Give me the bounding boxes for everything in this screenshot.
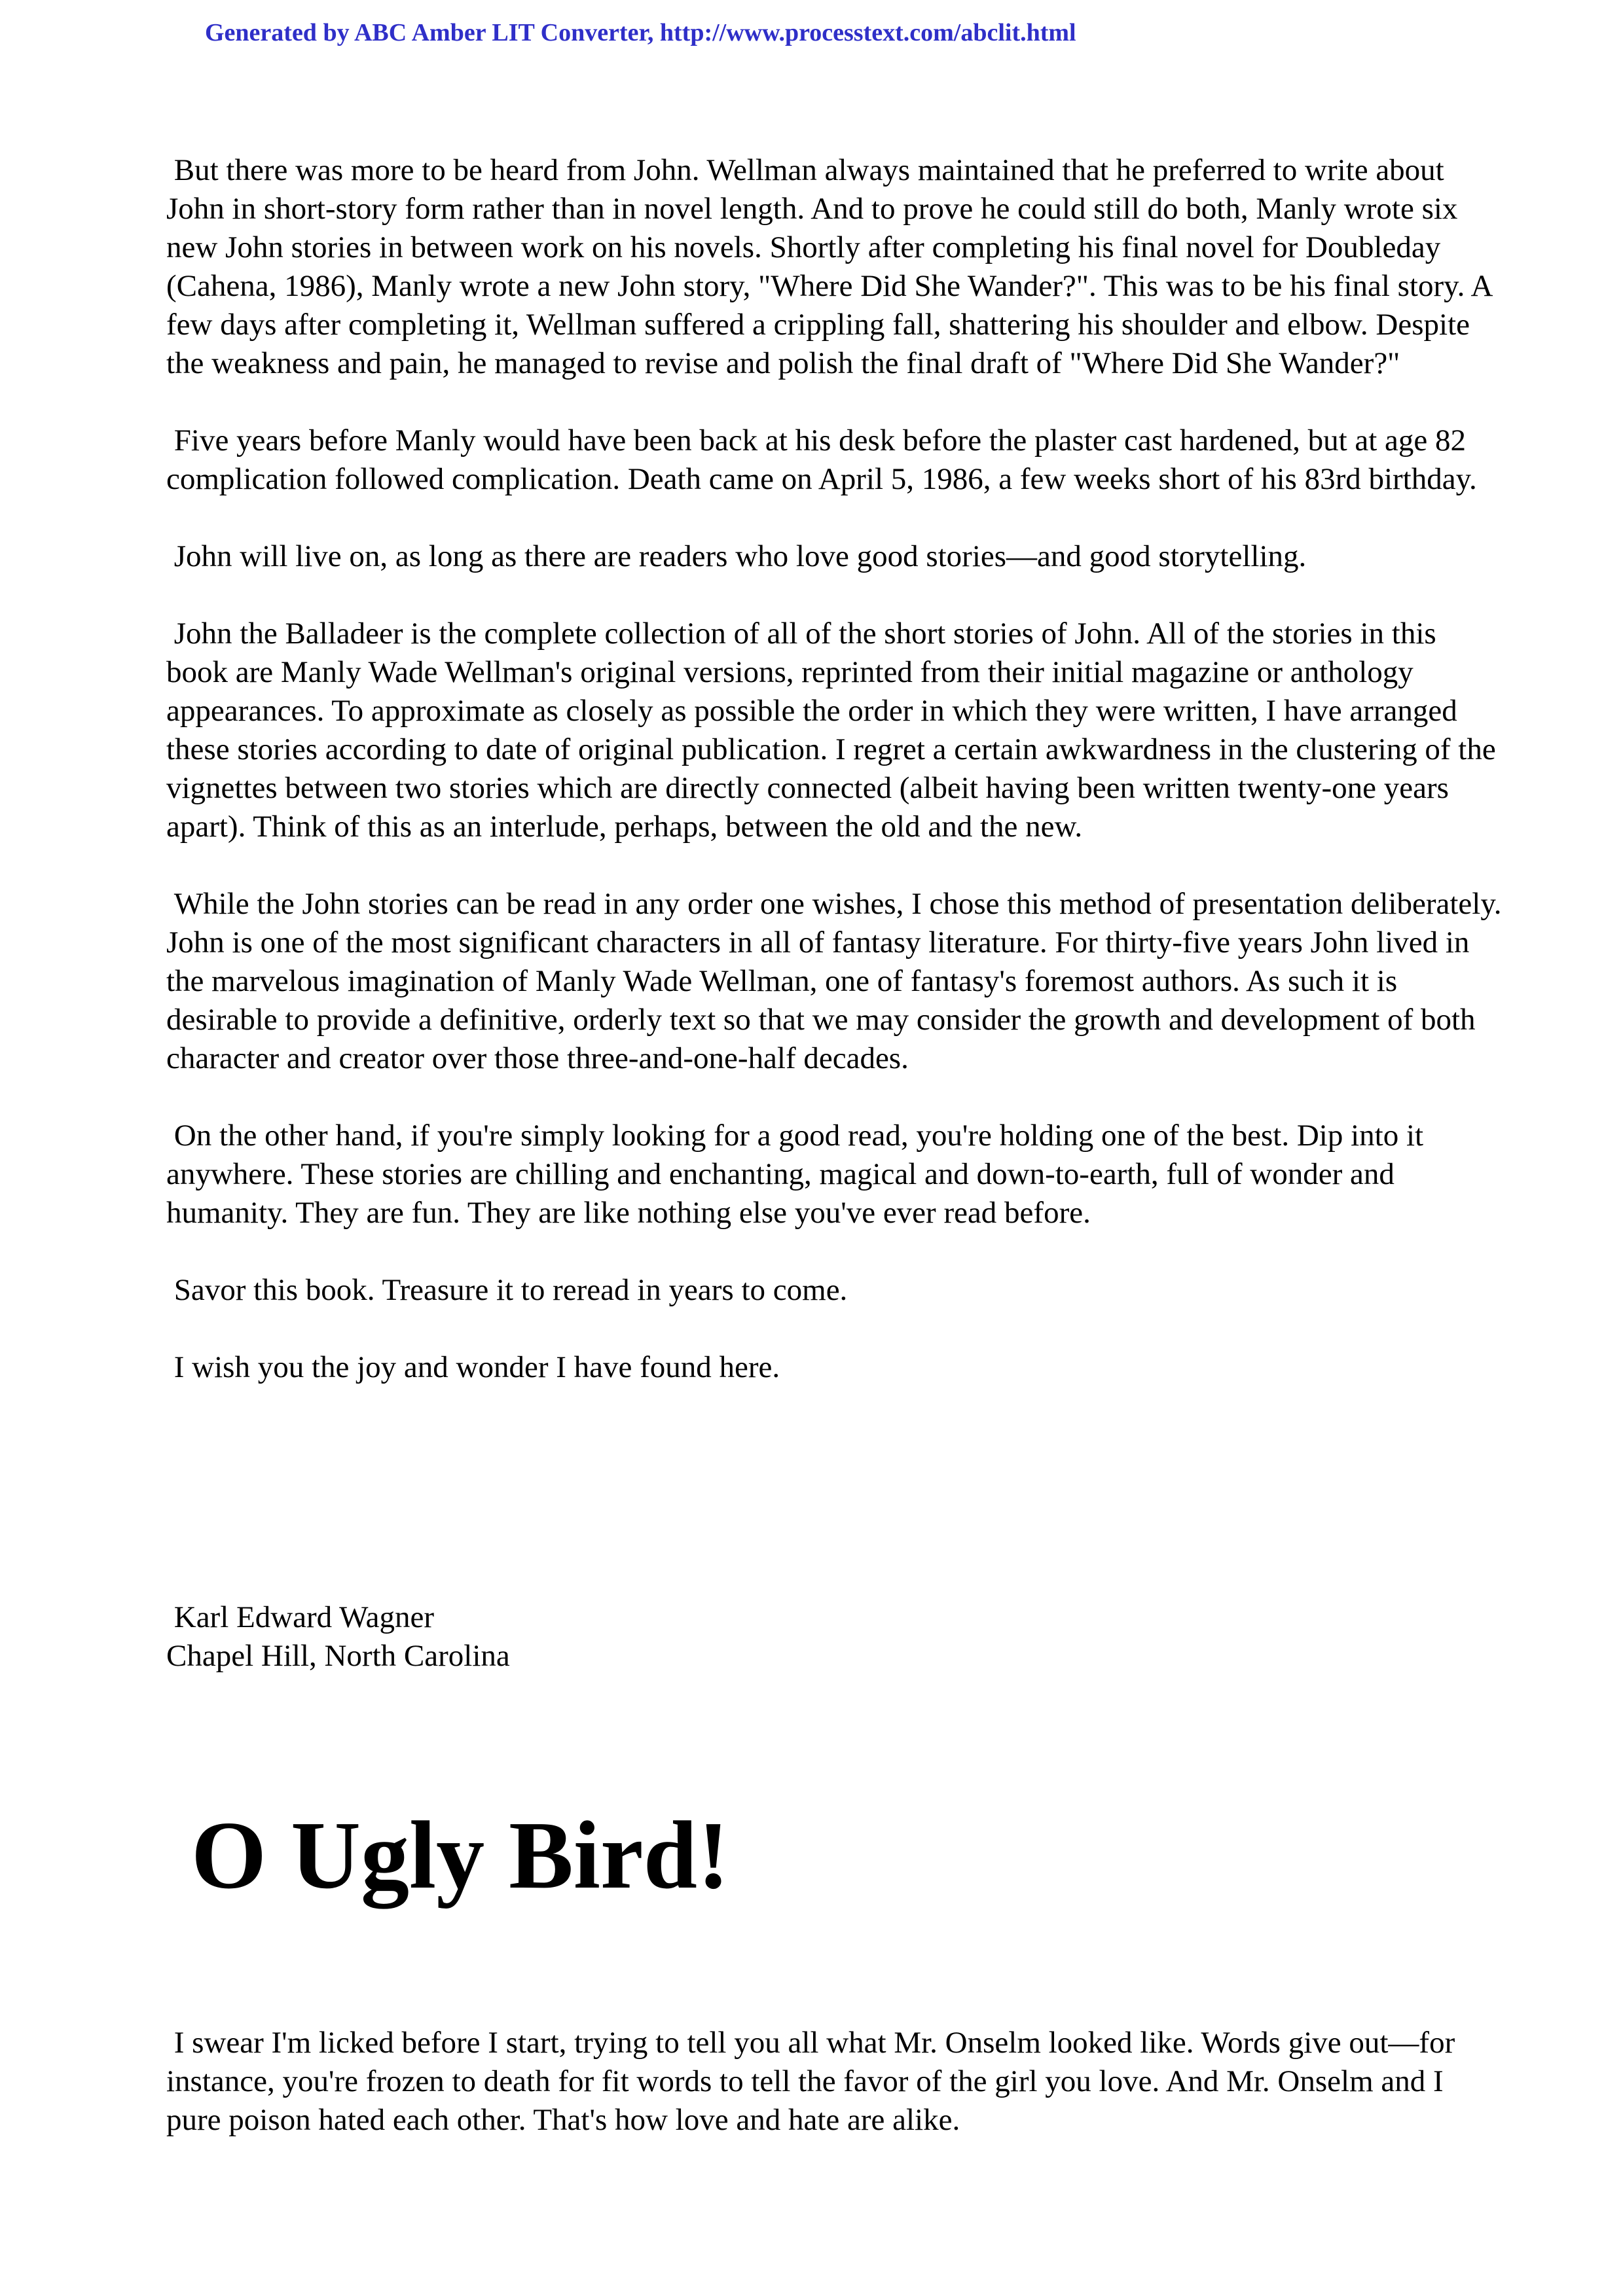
signature-place: Chapel Hill, North Carolina <box>166 1639 510 1673</box>
story-text <box>166 2024 1502 2178</box>
paragraph: John will live on, as long as there are readers who love good stories—and good storytelling. <box>166 539 1307 573</box>
paragraph: On the other hand, if you're simply looking for a good read, you're holding one of the best. Dip into it anywhere. These stories are chilling and enchanting, magical and down-to-earth, full of wonder and humanity. They are fun. They are like nothing else you've ever read before. <box>166 1119 1431 1230</box>
afterword-text <box>166 151 1510 1426</box>
paragraph: I wish you the joy and wonder I have found here. <box>166 1350 780 1384</box>
story-title: O Ugly Bird! <box>191 1802 730 1909</box>
signature-name: Karl Edward Wagner <box>166 1600 435 1634</box>
paragraph: John the Balladeer is the complete collection of all of the short stories of John. All of the stories in this book are Manly Wade Wellman's original versions, reprinted from their initial magazine or anthology appearances. To approximate as closely as possible the order in which they were written, I have arranged these stories according to date of original publication. I regret a certain awkwardness in the clustering of the vignettes between two stories which are directly connected (albeit having been written twenty-one years apart). Think of this as an interlude, perhaps, between the old and the new. <box>166 617 1504 844</box>
paragraph: While the John stories can be read in any order one wishes, I chose this method of presentation deliberately. John is one of the most significant characters in all of fantasy literature. For thirty-five years John lived in the marvelous imagination of Manly Wade Wellman, one of fantasy's foremost authors. As such it is desirable to provide a definitive, orderly text so that we may consider the growth and development of both character and creator over those three-and-one-half decades. <box>166 887 1510 1075</box>
paragraph: Five years before Manly would have been back at his desk before the plaster cast hardened, but at age 82 complication followed complication. Death came on April 5, 1986, a few weeks short of his 83rd birthday. <box>166 423 1477 496</box>
paragraph: Savor this book. Treasure it to reread in years to come. <box>166 1273 848 1307</box>
paragraph: I swear I'm licked before I start, trying to tell you all what Mr. Onselm looked like. Words give out—for instance, you're frozen to death for fit words to tell the favor of the girl you love. And Mr. Onselm and I pure poison hated each other. That's how love and hate are alike. <box>166 2026 1463 2137</box>
converter-link[interactable]: Generated by ABC Amber LIT Converter, http://www.processtext.com/abclit.html <box>205 19 1076 46</box>
paragraph: But there was more to be heard from John. Wellman always maintained that he preferred to write about John in short-story form rather than in novel length. And to prove he could still do both, Manly wrote six new John stories in between work on his novels. Shortly after completing his final novel for Doubleday (Cahena, 1986), Manly wrote a new John story, "Where Did She Wander?". This was to be his final story. A few days after completing it, Wellman suffered a crippling fall, shattering his shoulder and elbow. Despite the weakness and pain, he managed to revise and polish the final draft of "Where Did She Wander?" <box>166 153 1499 380</box>
signature-block <box>166 1598 1502 1676</box>
